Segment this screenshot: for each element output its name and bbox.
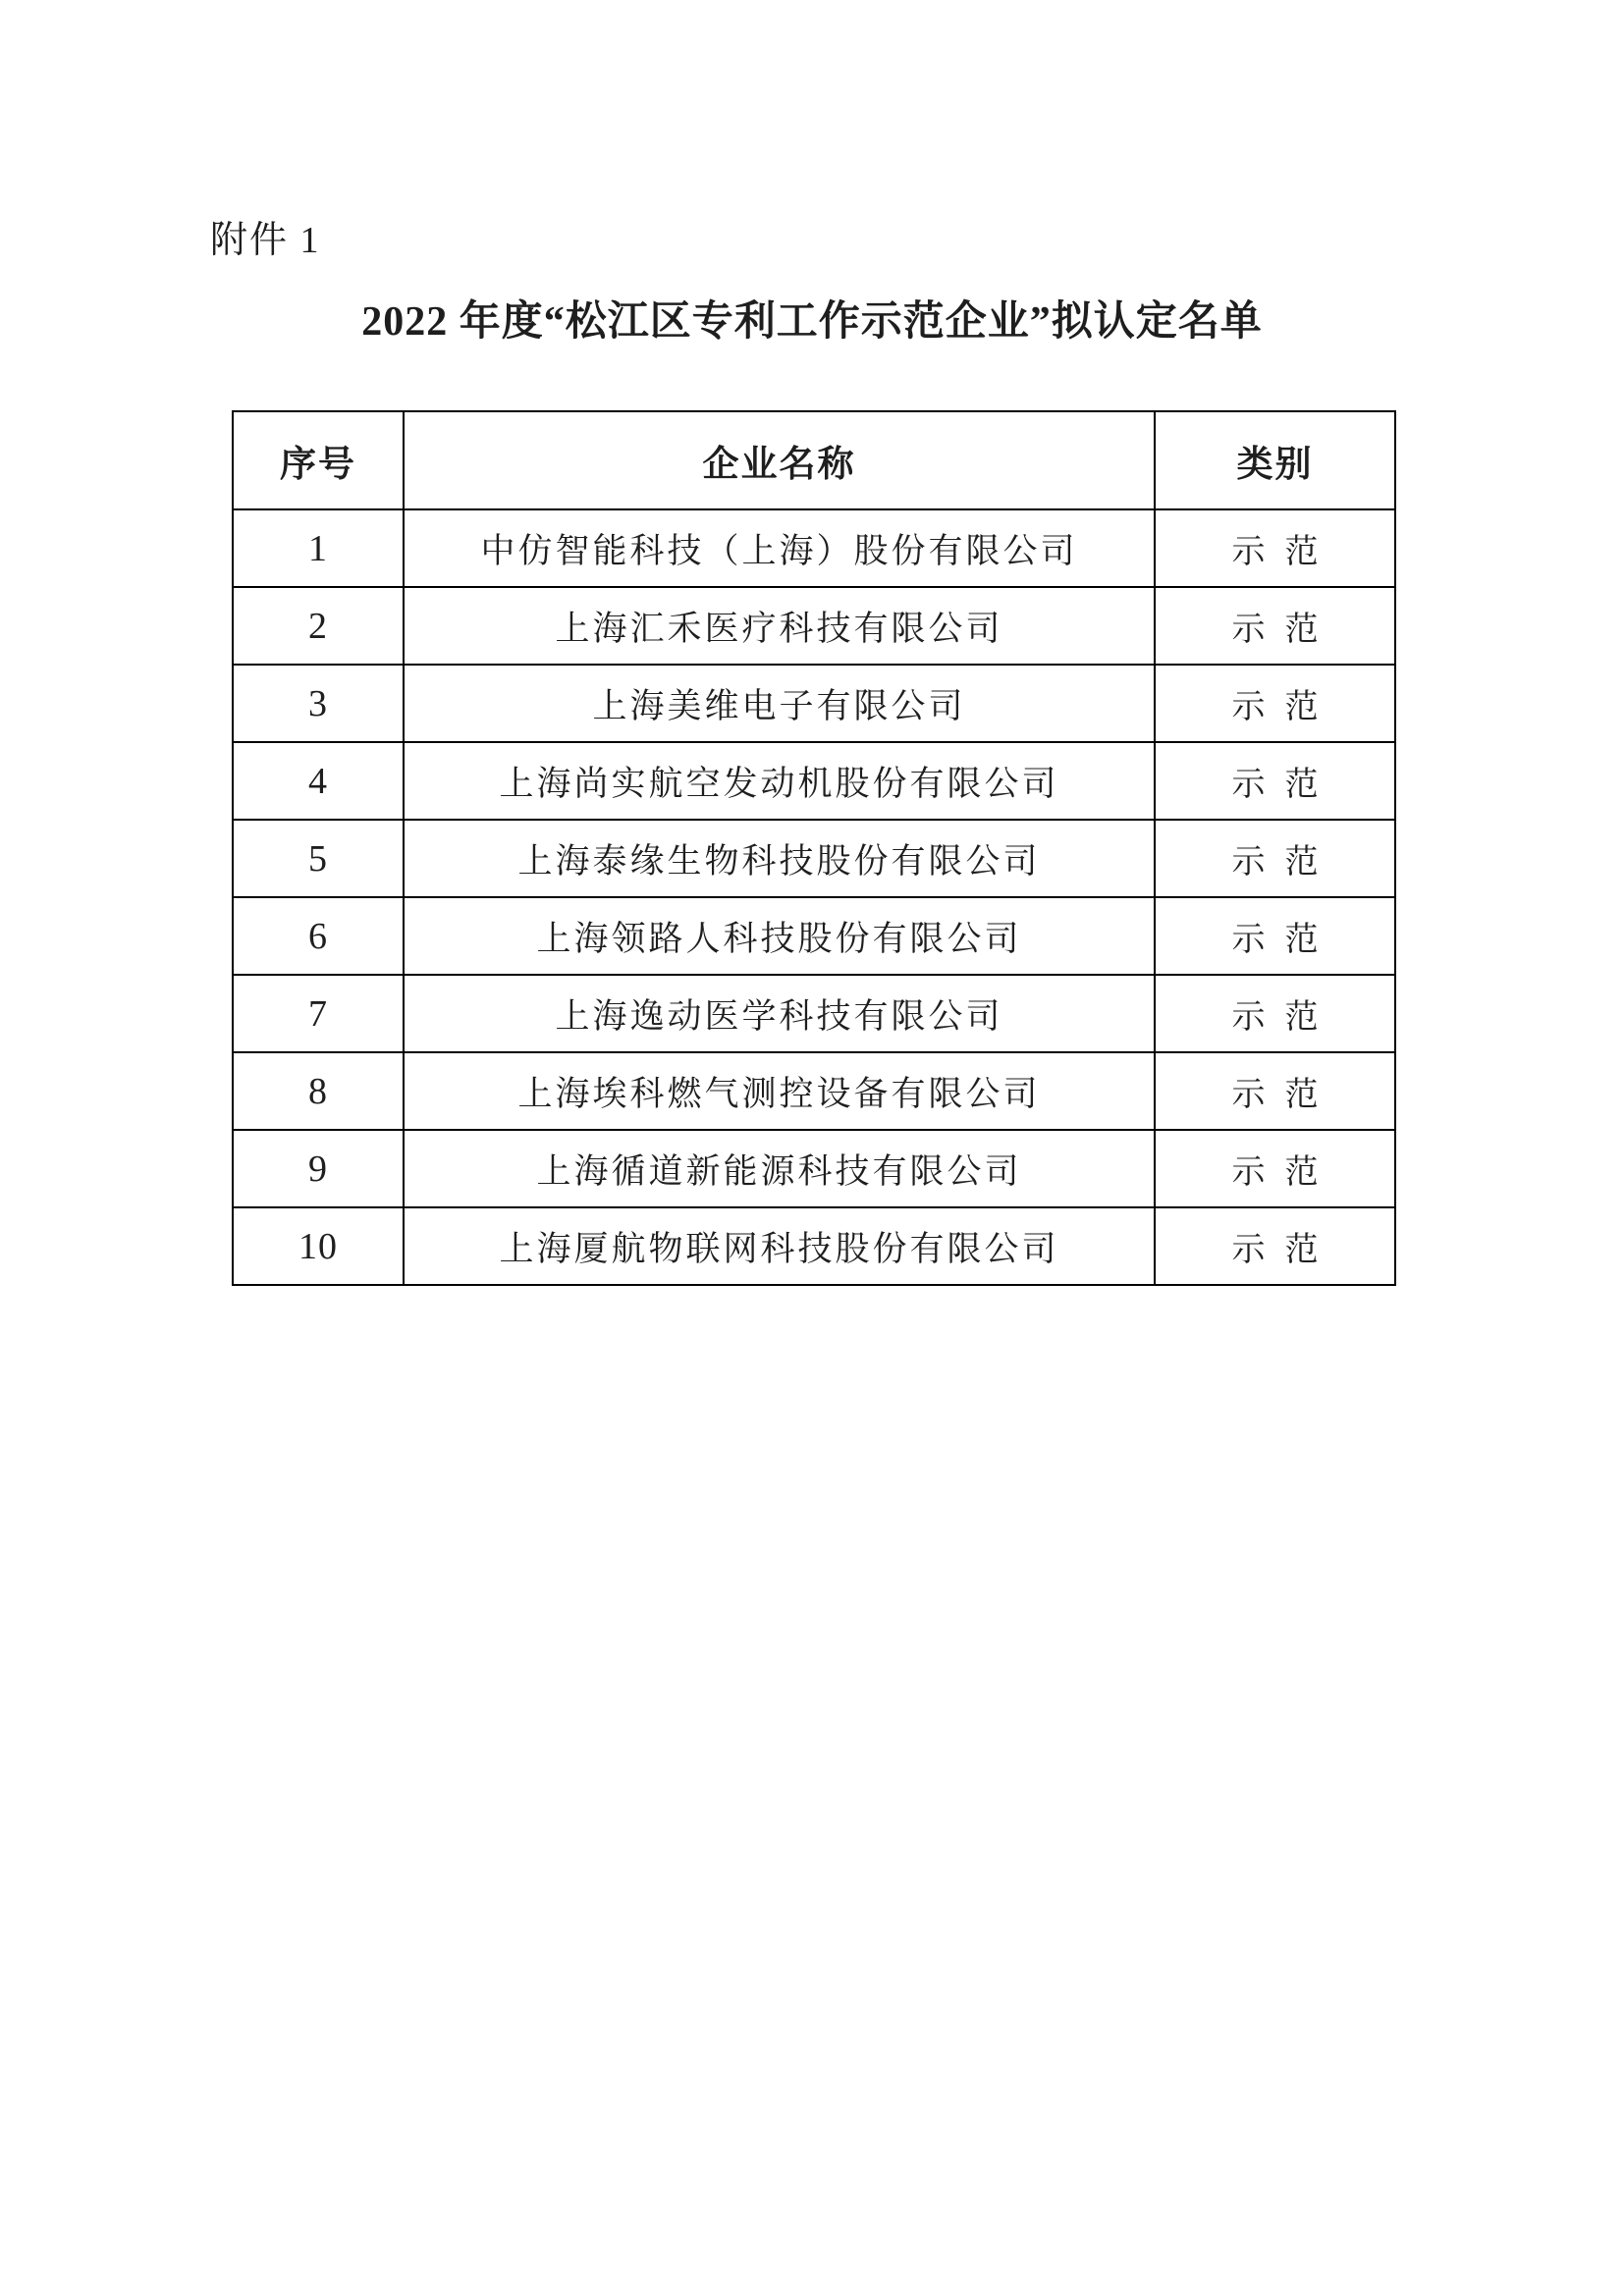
table-header-row	[233, 411, 1395, 509]
table-body	[233, 509, 1395, 1285]
row-category-text: 示范	[1231, 1232, 1338, 1268]
row-category	[1155, 587, 1395, 665]
table-row	[233, 1052, 1395, 1130]
row-category-text: 示范	[1231, 1077, 1338, 1113]
row-category	[1155, 1207, 1395, 1285]
table-row	[233, 509, 1395, 587]
row-seq: 4	[233, 742, 404, 820]
row-company-name: 上海尚实航空发动机股份有限公司	[404, 742, 1155, 820]
row-category	[1155, 1130, 1395, 1207]
row-seq: 8	[233, 1052, 404, 1130]
row-category	[1155, 820, 1395, 897]
table-header	[233, 411, 1395, 509]
row-category-text: 示范	[1231, 767, 1338, 803]
header-category: 类别	[1155, 411, 1395, 509]
row-company-name: 上海埃科燃气测控设备有限公司	[404, 1052, 1155, 1130]
table-row	[233, 820, 1395, 897]
row-category-text: 示范	[1231, 534, 1338, 570]
table-row	[233, 975, 1395, 1052]
table-row	[233, 1130, 1395, 1207]
row-category	[1155, 742, 1395, 820]
row-company-name: 上海领路人科技股份有限公司	[404, 897, 1155, 975]
row-seq: 9	[233, 1130, 404, 1207]
table-row	[233, 665, 1395, 742]
row-category	[1155, 897, 1395, 975]
row-company-name: 上海美维电子有限公司	[404, 665, 1155, 742]
table-row	[233, 742, 1395, 820]
row-category-text: 示范	[1231, 1154, 1338, 1191]
row-company-name: 上海循道新能源科技有限公司	[404, 1130, 1155, 1207]
row-category-text: 示范	[1231, 689, 1338, 725]
row-category	[1155, 1052, 1395, 1130]
table-row	[233, 587, 1395, 665]
row-category	[1155, 665, 1395, 742]
header-seq: 序号	[233, 411, 404, 509]
row-seq: 10	[233, 1207, 404, 1285]
header-name: 企业名称	[404, 411, 1155, 509]
row-category-text: 示范	[1231, 999, 1338, 1036]
row-seq: 5	[233, 820, 404, 897]
row-category-text: 示范	[1231, 844, 1338, 881]
row-company-name: 中仿智能科技（上海）股份有限公司	[404, 509, 1155, 587]
table-row	[233, 897, 1395, 975]
row-company-name: 上海厦航物联网科技股份有限公司	[404, 1207, 1155, 1285]
row-category	[1155, 975, 1395, 1052]
attachment-label: 附件 1	[210, 220, 321, 261]
row-company-name: 上海汇禾医疗科技有限公司	[404, 587, 1155, 665]
row-seq: 6	[233, 897, 404, 975]
row-company-name: 上海逸动医学科技有限公司	[404, 975, 1155, 1052]
company-table	[232, 410, 1396, 1286]
row-seq: 7	[233, 975, 404, 1052]
page-title: 2022 年度“松江区专利工作示范企业”拟认定名单	[361, 299, 1263, 345]
table-row	[233, 1207, 1395, 1285]
row-seq: 1	[233, 509, 404, 587]
row-seq: 3	[233, 665, 404, 742]
row-category-text: 示范	[1231, 922, 1338, 958]
row-category	[1155, 509, 1395, 587]
row-company-name: 上海泰缘生物科技股份有限公司	[404, 820, 1155, 897]
row-seq: 2	[233, 587, 404, 665]
row-category-text: 示范	[1231, 612, 1338, 648]
